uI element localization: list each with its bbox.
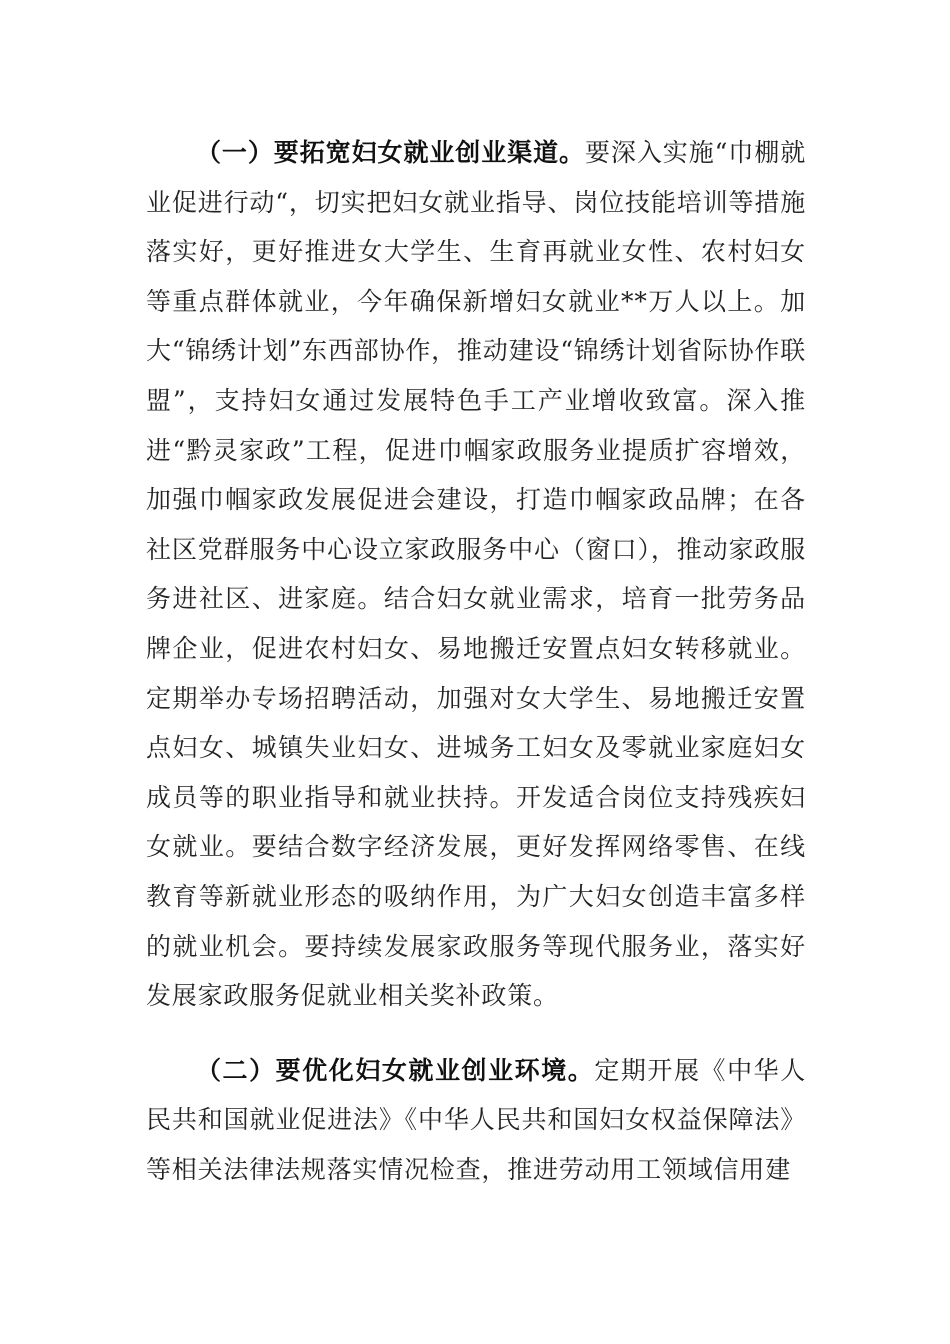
paragraph-1-heading: （一）要拓宽妇女就业创业渠道。 xyxy=(196,138,585,167)
paragraph-2 xyxy=(146,1046,806,1195)
paragraph-1 xyxy=(146,128,806,1021)
paragraph-1-body: 要深入实施“巾棚就业促进行动“，切实把妇女就业指导、岗位技能培训等措施落实好，更好推进女大学生、生育再就业女性、农村妇女等重点群体就业，今年确保新增妇女就业**万人以上。加大“锦绣计划”东西部协作，推动建设“锦绣计划省际协作联盟”，支持妇女通过发展特色手工产业增收致富。深入推进“黔灵家政”工程，促进巾帼家政服务业提质扩容增效，加强巾帼家政发展促进会建设，打造巾帼家政品牌；在各社区党群服务中心设立家政服务中心（窗口），推动家政服务进社区、进家庭。结合妇女就业需求，培育一批劳务品牌企业，促进农村妇女、易地搬迁安置点妇女转移就业。定期举办专场招聘活动，加强对女大学生、易地搬迁安置点妇女、城镇失业妇女、进城务工妇女及零就业家庭妇女成员等的职业指导和就业扶持。开发适合岗位支持残疾妇女就业。要结合数字经济发展，更好发挥网络零售、在线教育等新就业形态的吸纳作用，为广大妇女创造丰富多样的就业机会。要持续发展家政服务等现代服务业，落实好发展家政服务促就业相关奖补政策。 xyxy=(146,138,806,1011)
document-body xyxy=(146,128,806,1194)
paragraph-2-heading: （二）要优化妇女就业创业环境。 xyxy=(196,1055,595,1085)
paragraph-2-body: 定期开展《中华人民共和国就业促进法》《中华人民共和国妇女权益保障法》等相关法律法规落实情况检查，推进劳动用工领域信用建 xyxy=(146,1055,806,1184)
